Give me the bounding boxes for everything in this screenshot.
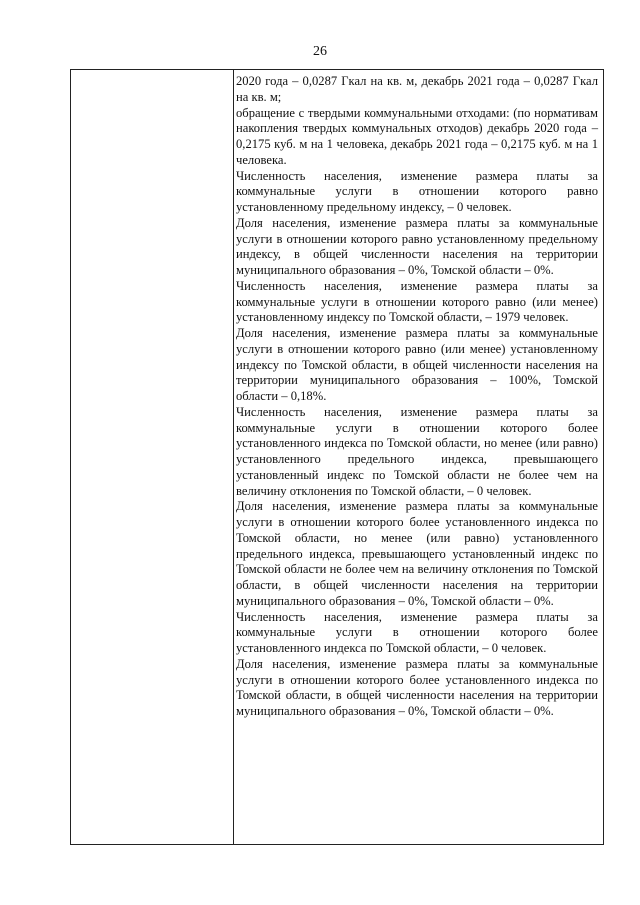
document-table — [70, 69, 604, 845]
paragraph: Доля населения, изменение размера платы за коммунальные услуги в отношении которого более установленного индекса по Томской области, в общей численности населения на территории муниципального образования – 0%, Томской области – 0%. — [236, 656, 598, 718]
paragraph: Численность населения, изменение размера платы за коммунальные услуги в отношении которого более установленного индекса по Томской области, но менее (или равно) установленного предельного индекса, превышающего установленный индекс по Томской области не более чем на величину отклонения по Томской области, – 0 человек. — [236, 404, 598, 498]
paragraph: Доля населения, изменение размера платы за коммунальные услуги в отношении которого равно установленному предельному индексу, в общей численности населения на территории муниципального образования – 0%, Томской области – 0%. — [236, 215, 598, 277]
paragraph: обращение с твердыми коммунальными отходами: (по нормативам накопления твердых коммунальных отходов) декабрь 2020 года – 0,2175 куб. м на 1 человека, декабрь 2021 года – 0,2175 куб. м на 1 человека. — [236, 105, 598, 167]
paragraph: Доля населения, изменение размера платы за коммунальные услуги в отношении которого более установленного индекса по Томской области, но менее (или равно) установленного предельного индекса, превышающего установленный индекс по Томской области не более чем на величину отклонения по Томской области, в общей численности населения на территории муниципального образования – 0%, Томской области – 0%. — [236, 499, 598, 608]
page-number: 26 — [313, 44, 327, 59]
paragraph: Численность населения, изменение размера платы за коммунальные услуги в отношении которого более установленного индекса по Томской области, – 0 человек. — [236, 609, 598, 655]
paragraph: 2020 года – 0,0287 Гкал на кв. м, декабрь 2021 года – 0,0287 Гкал на кв. м; — [236, 74, 598, 104]
paragraph: Численность населения, изменение размера платы за коммунальные услуги в отношении которого равно установленному предельному индексу, – 0 человек. — [236, 168, 598, 214]
paragraph: Численность населения, изменение размера платы за коммунальные услуги в отношении которого равно (или менее) установленному индексу по Томской области, – 1979 человек. — [236, 278, 598, 325]
table-right-column — [236, 74, 598, 720]
paragraph: Доля населения, изменение размера платы за коммунальные услуги в отношении которого равно (или менее) установленному индексу по Томской области, в общей численности населения на территории муниципального образования – 100%, Томской области – 0,18%. — [236, 326, 598, 403]
table-left-column — [71, 70, 234, 844]
